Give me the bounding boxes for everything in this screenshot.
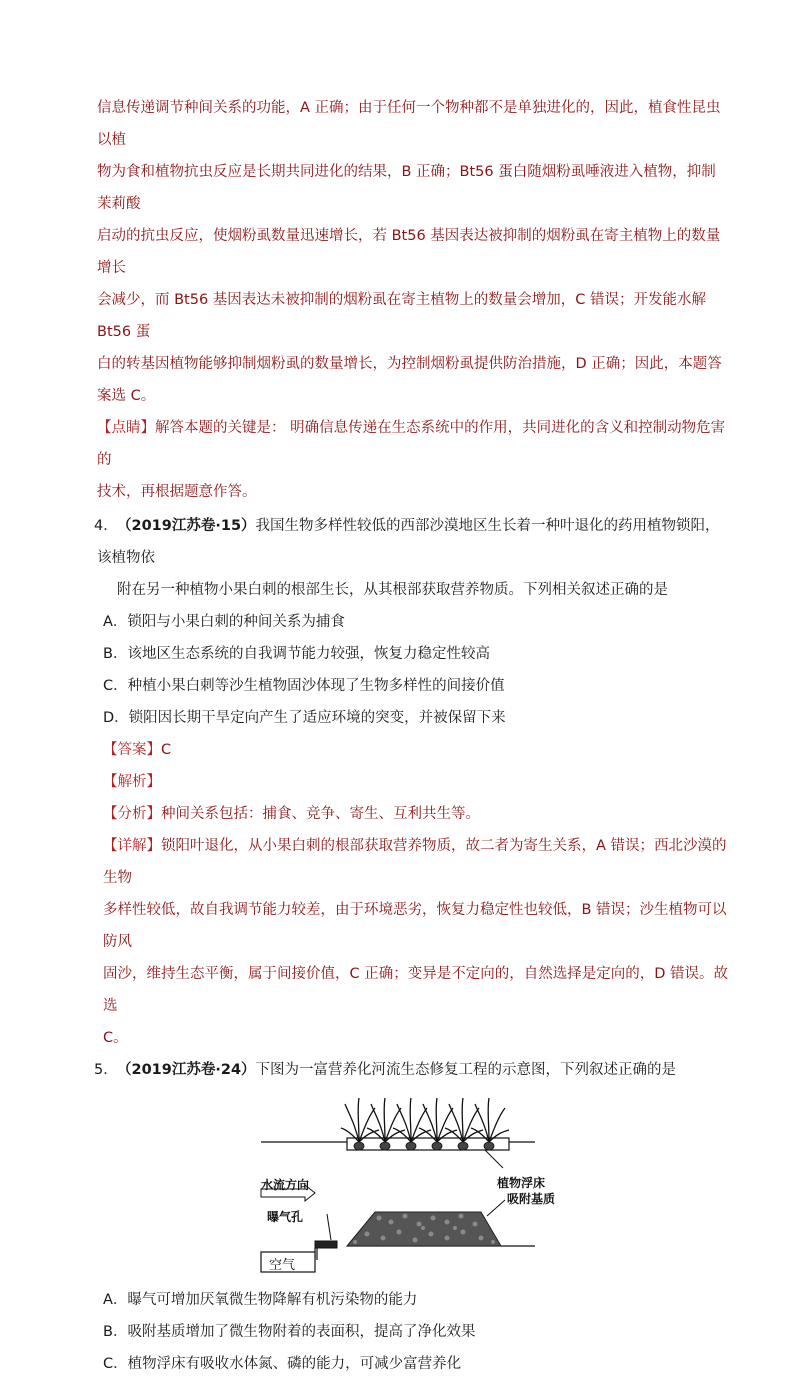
aeration-leader — [327, 1214, 331, 1240]
analysis-tag: 【解析】 — [103, 774, 161, 790]
q5-source: （2019江苏卷·24） — [117, 1062, 256, 1078]
restoration-diagram — [97, 1094, 729, 1282]
question-5 — [94, 1054, 729, 1380]
adsorption-leader — [487, 1200, 505, 1216]
q3-explain-line: 会减少，而 Bt56 基因表达未被抑制的烟粉虱在寄主植物上的数量会增加，C 错误；开发能水解 Bt56 蛋 — [97, 292, 707, 340]
q4-analysis-tag — [103, 766, 729, 798]
q4-stem-line1: 我国生物多样性较低的西部沙漠地区生长着一种叶退化的药用植物锁阳，该植物依 — [97, 518, 720, 566]
q5-option-c: C．植物浮床有吸收水体氮、磷的能力，可减少富营养化 — [103, 1356, 462, 1372]
q5-option-b: B．吸附基质增加了微生物附着的表面积，提高了净化效果 — [103, 1324, 476, 1340]
xiangjie-text: 锁阳叶退化，从小果白刺的根部获取营养物质，故二者为寄生关系，A 错误；西北沙漠的生物 — [103, 838, 727, 886]
q5-stem — [94, 1054, 729, 1086]
q4-option-a: A．锁阳与小果白刺的种间关系为捕食 — [103, 614, 345, 630]
answer-tag: 【答案】 — [103, 742, 161, 758]
q4-stem — [94, 510, 729, 574]
fenxi-tag: 【分析】 — [103, 806, 161, 822]
plant — [367, 1098, 405, 1142]
plant — [393, 1098, 431, 1142]
q3-dianjing — [97, 412, 729, 476]
q4-fenxi — [103, 798, 729, 830]
answer-value: C — [161, 742, 172, 758]
q4-xiangjie-line: 固沙，维持生态平衡，属于间接价值，C 正确；变异是不定向的，自然选择是定向的，D 错误。故选 — [103, 966, 729, 1014]
q4-xiangjie — [103, 830, 729, 894]
q5-stem-text: 下图为一富营养化河流生态修复工程的示意图，下列叙述正确的是 — [255, 1062, 677, 1078]
q4-answer — [103, 734, 729, 766]
aeration-hole — [315, 1241, 337, 1248]
q5-number: 5． — [94, 1062, 118, 1078]
q4-option-b: B．该地区生态系统的自我调节能力较强，恢复力稳定性较高 — [103, 646, 490, 662]
q3-explanation — [97, 92, 729, 508]
xiangjie-tag: 【详解】 — [103, 838, 161, 854]
q4-option-d: D．锁阳因长期干旱定向产生了适应环境的突变，并被保留下来 — [103, 710, 506, 726]
fenxi-text: 种间关系包括：捕食、竞争、寄生、互利共生等。 — [161, 806, 480, 822]
question-4 — [94, 510, 729, 1054]
plant — [471, 1098, 509, 1142]
q3-explain-line: 白的转基因植物能够抑制烟粉虱的数量增长，为控制烟粉虱提供防治措施，D 正确；因此，本题答案选 C。 — [97, 356, 722, 404]
q3-explain-line: 信息传递调节种间关系的功能，A 正确；由于任何一个物种都不是单独进化的，因此，植食性昆虫以植 — [97, 100, 721, 148]
document-page — [94, 92, 729, 1380]
q3-dianjing-cont: 技术，再根据题意作答。 — [97, 484, 257, 500]
dianjing-tag: 【点睛】 — [97, 420, 155, 436]
plant — [419, 1098, 457, 1142]
label-air: 空气 — [269, 1258, 296, 1273]
label-adsorption: 吸附基质 — [507, 1192, 556, 1206]
q4-xiangjie-line: 多样性较低，故自我调节能力较差，由于环境恶劣，恢复力稳定性也较低，B 错误；沙生植物可以防风 — [103, 902, 727, 950]
q4-number: 4． — [94, 518, 118, 534]
q3-explain-line: 物为食和植物抗虫反应是长期共同进化的结果，B 正确；Bt56 蛋白随烟粉虱唾液进入植物，抑制茉莉酸 — [97, 164, 716, 212]
q4-source: （2019江苏卷·15） — [117, 518, 256, 534]
q3-explain-line: 启动的抗虫反应，使烟粉虱数量迅速增长，若 Bt56 基因表达被抑制的烟粉虱在寄主植物上的数量增长 — [97, 228, 721, 276]
dianjing-text: 解答本题的关键是： 明确信息传递在生态系统中的作用，共同进化的含义和控制动物危害的 — [97, 420, 726, 468]
floating-bed-leader — [485, 1150, 503, 1168]
q4-stem-line2: 附在另一种植物小果白刺的根部生长，从其根部获取营养物质。下列相关叙述正确的是 — [117, 582, 668, 598]
label-floating-bed: 植物浮床 — [497, 1176, 546, 1190]
q4-xiangjie-line: C。 — [103, 1030, 128, 1046]
q4-option-c: C．种植小果白刺等沙生植物固沙体现了生物多样性的间接价值 — [103, 678, 505, 694]
q5-option-a: A．曝气可增加厌氧微生物降解有机污染物的能力 — [103, 1292, 418, 1308]
label-aeration: 曝气孔 — [267, 1210, 304, 1224]
label-water-flow: 水流方向 — [261, 1178, 310, 1192]
plant — [445, 1098, 483, 1142]
plants-group — [341, 1098, 509, 1142]
plant — [341, 1098, 379, 1142]
